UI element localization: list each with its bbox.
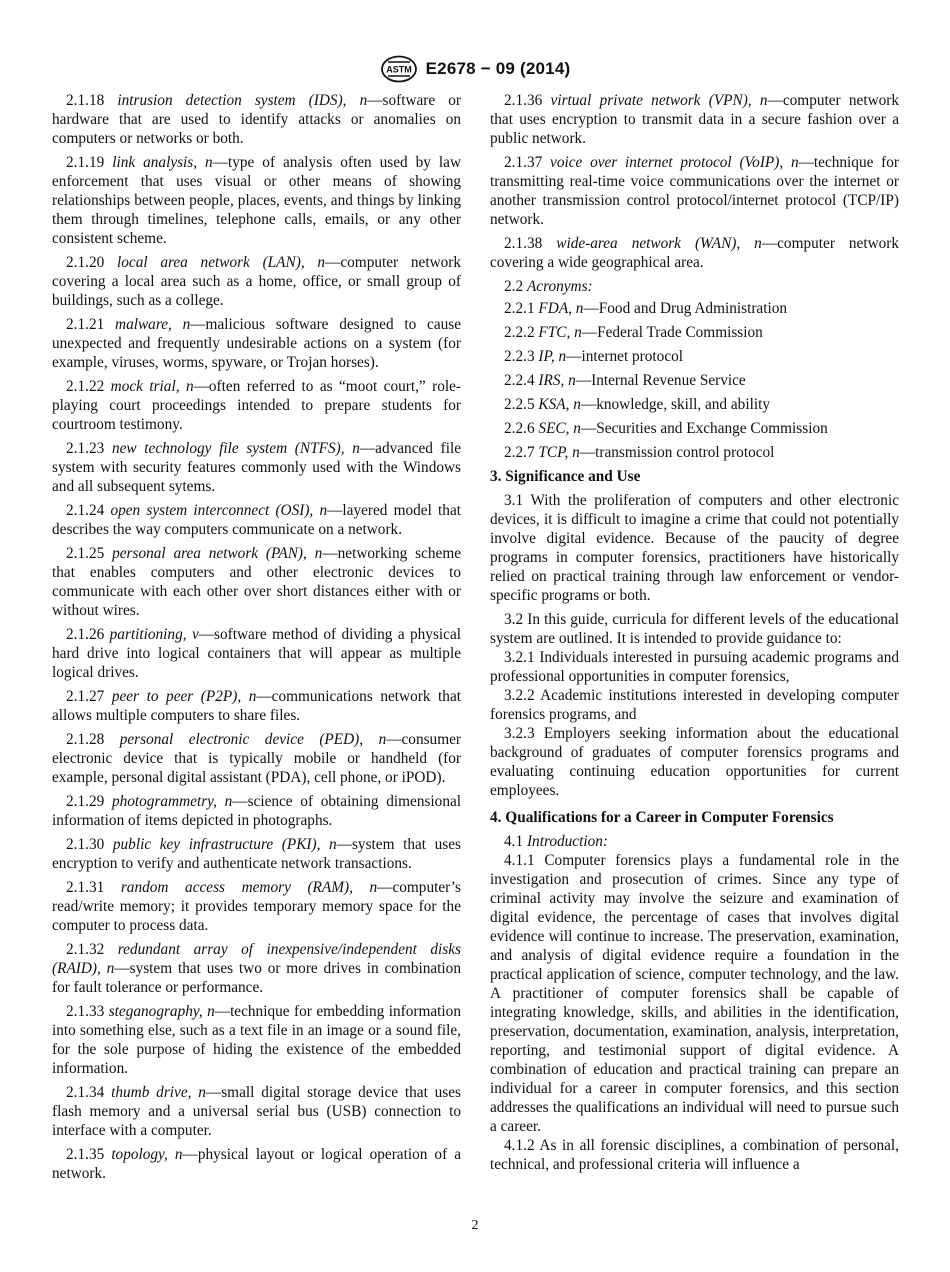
definition-2-1-22: 2.1.22 mock trial, n—often referred to as “moot court,” role-playing court proceedings intended to prepare students for courtroom testimony.: [52, 378, 462, 433]
standard-designation: E2678 − 09 (2014): [425, 59, 571, 78]
paragraph-4-1-2: 4.1.2 As in all forensic disciplines, a combination of personal, technical, and professional criteria will influence a: [490, 1137, 899, 1173]
definition-2-1-37: 2.1.37 voice over internet protocol (VoIP), n—technique for transmitting real-time voice communications over the internet or another transmission control protocol/internet protocol (TCP/IP) network.: [490, 154, 900, 228]
definition-2-1-28: 2.1.28 personal electronic device (PED), n—consumer electronic device that is typically mobile or handheld (for example, personal digital assistant (PDA), cell phone, or iPOD).: [52, 731, 461, 786]
left-column: [52, 91, 461, 1188]
definition-2-1-34: 2.1.34 thumb drive, n—small digital storage device that uses flash memory and a universal serial bus (USB) connection to interface with a computer.: [52, 1084, 462, 1139]
definition-2-1-21: 2.1.21 malware, n—malicious software designed to cause unexpected and frequently undesirable actions on a system (for example, viruses, worms, spyware, or Trojan horses).: [52, 316, 462, 371]
acronyms-heading: 2.2 Acronyms:: [504, 278, 593, 295]
document-header: [0, 54, 950, 84]
definition-2-1-27: 2.1.27 peer to peer (P2P), n—communications network that allows multiple computers to share files.: [52, 688, 461, 724]
page-number: 2: [471, 1218, 479, 1233]
definition-2-1-30: 2.1.30 public key infrastructure (PKI), n—system that uses encryption to verify and authenticate network transactions.: [52, 836, 461, 872]
acronym-2-2-7: 2.2.7 TCP, n—transmission control protocol: [504, 444, 775, 461]
definition-2-1-25: 2.1.25 personal area network (PAN), n—networking scheme that enables computers and other electronic devices to communicate with each other over short distances either with or without wires.: [52, 545, 462, 619]
definition-2-1-20: 2.1.20 local area network (LAN), n—computer network covering a local area such as a home, office, or small group of buildings, such as a college.: [52, 254, 462, 309]
definition-2-1-36: 2.1.36 virtual private network (VPN), n—computer network that uses encryption to transmit data in a secure fashion over a public network.: [490, 92, 900, 147]
definition-2-1-26: 2.1.26 partitioning, v—software method of dividing a physical hard drive into logical containers that will appear as multiple logical drives.: [52, 626, 461, 681]
definition-2-1-32: 2.1.32 redundant array of inexpensive/independent disks (RAID), n—system that uses two or more drives in combination for fault tolerance or performance.: [52, 941, 462, 996]
definition-2-1-18: 2.1.18 intrusion detection system (IDS), n—software or hardware that are used to identify attacks or anomalies on computers or networks or both.: [52, 92, 462, 147]
paragraph-3-2: 3.2 In this guide, curricula for different levels of the educational system are outlined. It is intended to provide guidance to:: [490, 611, 899, 647]
acronym-2-2-2: 2.2.2 FTC, n—Federal Trade Commission: [504, 324, 763, 341]
acronym-2-2-1: 2.2.1 FDA, n—Food and Drug Administration: [504, 300, 787, 317]
paragraph-3-1: 3.1 With the proliferation of computers and other electronic devices, it is difficult to imagine a crime that could not potentially involve digital evidence. Because of the paucity of degree programs in computer forensics, practitioners have historically relied on practical training through law enforcement or vendor-specific programs or both.: [490, 492, 899, 604]
definition-2-1-19: 2.1.19 link analysis, n—type of analysis often used by law enforcement that uses visual or other means of showing relationships between people, places, events, and things by linking them through timelines, telephone calls, emails, or any other consistent scheme.: [52, 154, 461, 247]
section-3-heading: 3. Significance and Use: [490, 468, 641, 485]
definition-2-1-31: 2.1.31 random access memory (RAM), n—computer’s read/write memory; it provides temporary memory space for the computer to process data.: [52, 879, 461, 934]
paragraph-4-1-1: 4.1.1 Computer forensics plays a fundamental role in the investigation and prosecution of crimes. Since any type of criminal activity may involve the seizure and examination of digital evidence, the percentage of cases that involves digital evidence will continue to increase. The preservation, examination, and analysis of digital evidence require a foundation in the practical application of science, computer technology, and the law. A practitioner of computer forensics shall be capable of integrating knowledge, skills, and abilities in the identification, preservation, documentation, examination, analysis, interpretation, reporting, and testimonial support of digital evidence. A combination of education and practical training can prepare an individual for a career in computer forensics, and this section addresses the qualifications an individual will need to pursue such a career.: [490, 852, 899, 1135]
definition-2-1-38: 2.1.38 wide-area network (WAN), n—computer network covering a wide geographical area.: [490, 235, 900, 271]
definition-2-1-24: 2.1.24 open system interconnect (OSI), n—layered model that describes the way computers communicate on a network.: [52, 502, 461, 538]
acronym-2-2-6: 2.2.6 SEC, n—Securities and Exchange Commission: [504, 420, 828, 437]
definition-2-1-23: 2.1.23 new technology file system (NTFS), n—advanced file system with security features commonly used with the Windows and all subsequent sytems.: [52, 440, 462, 495]
astm-logo-text: ASTM: [385, 64, 412, 75]
paragraph-3-2-2: 3.2.2 Academic institutions interested in developing computer forensics programs, and: [490, 687, 899, 723]
definition-2-1-33: 2.1.33 steganography, n—technique for embedding information into something else, such as a text file in an image or a sound file, for the sole purpose of hiding the existence of the embedded information.: [52, 1003, 461, 1077]
subsection-4-1-heading: 4.1 Introduction:: [504, 833, 608, 850]
section-4-heading: 4. Qualifications for a Career in Computer Forensics: [490, 809, 834, 826]
acronym-2-2-5: 2.2.5 KSA, n—knowledge, skill, and ability: [504, 396, 770, 413]
definition-2-1-29: 2.1.29 photogrammetry, n—science of obtaining dimensional information of items depicted in photographs.: [52, 793, 462, 829]
acronym-2-2-4: 2.2.4 IRS, n—Internal Revenue Service: [504, 372, 746, 389]
definition-2-1-35: 2.1.35 topology, n—physical layout or logical operation of a network.: [52, 1146, 462, 1182]
astm-logo-icon: [380, 55, 418, 83]
acronym-2-2-3: 2.2.3 IP, n—internet protocol: [504, 348, 684, 365]
right-column: [490, 91, 899, 1174]
paragraph-3-2-3: 3.2.3 Employers seeking information about the educational background of graduates of computer forensics programs and evaluating continuing education opportunities for current employees.: [490, 725, 899, 799]
paragraph-3-2-1: 3.2.1 Individuals interested in pursuing academic programs and professional opportunities in computer forensics,: [490, 649, 899, 685]
